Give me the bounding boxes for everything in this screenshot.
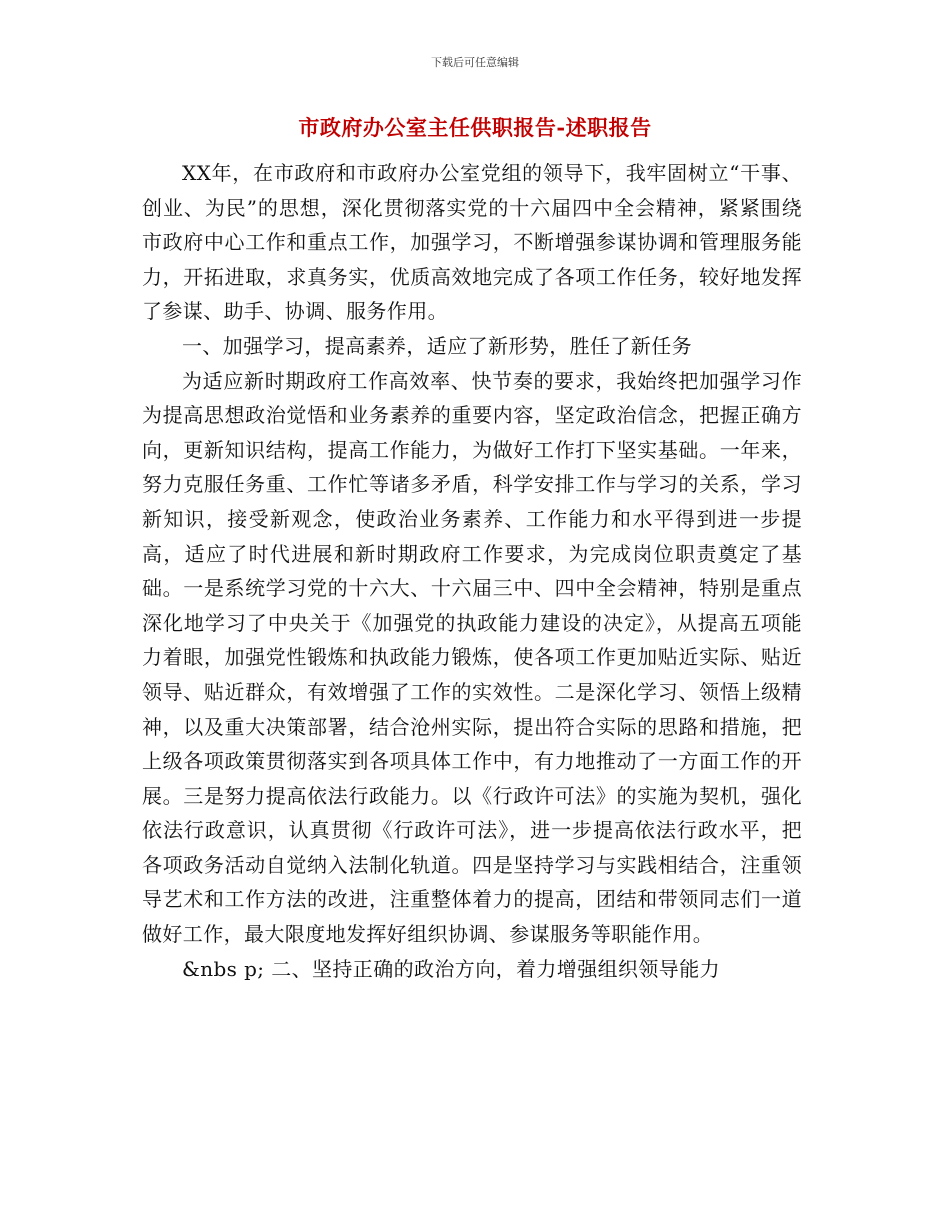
paragraph-section-1: 为适应新时期政府工作高效率、快节奏的要求，我始终把加强学习作为提高思想政治觉悟和业务素养的重要内容，坚定政治信念，把握正确方向，更新知识结构，提高工作能力，为做好工作打下坚实基础。一年来，努力克服任务重、工作忙等诸多矛盾，科学安排工作与学习的关系，学习新知识，接受新观念，使政治业务素养、工作能力和水平得到进一步提高，适应了时代进展和新时期政府工作要求，为完成岗位职责奠定了基础。一是系统学习党的十六大、十六届三中、四中全会精神，特别是重点深化地学习了中央关于《加强党的执政能力建设的决定》，从提高五项能力着眼，加强党性锻炼和执政能力锻炼，使各项工作更加贴近实际、贴近领导、贴近群众，有效增强了工作的实效性。二是深化学习、领悟上级精神，以及重大决策部署，结合沧州实际，提出符合实际的思路和措施，把上级各项政策贯彻落实到各项具体工作中，有力地推动了一方面工作的开展。三是努力提高依法行政能力。以《行政许可法》的实施为契机，强化依法行政意识，认真贯彻《行政许可法》，进一步提高依法行政水平，把各项政务活动自觉纳入法制化轨道。四是坚持学习与实践相结合，注重领导艺术和工作方法的改进，注重整体着力的提高，团结和带领同志们一道做好工作，最大限度地发挥好组织协调、参谋服务等职能作用。 [142, 368, 802, 947]
page-header-note: 下载后可任意编辑 [431, 56, 519, 69]
document-body [142, 156, 802, 986]
section-heading-2: &nbs p; 二、坚持正确的政治方向，着力增强组织领导能力 [182, 956, 721, 981]
section-heading-1: 一、加强学习，提高素养，适应了新形势，胜任了新任务 [182, 333, 692, 358]
document-title: 市政府办公室主任供职报告-述职报告 [298, 115, 652, 140]
paragraph-intro: XX年，在市政府和市政府办公室党组的领导下，我牢固树立“干事、创业、为民”的思想，深化贯彻落实党的十六届四中全会精神，紧紧围绕市政府中心工作和重点工作，加强学习，不断增强参谋协调和管理服务能力，开拓进取，求真务实，优质高效地完成了各项工作任务，较好地发挥了参谋、助手、协调、服务作用。 [142, 161, 802, 324]
